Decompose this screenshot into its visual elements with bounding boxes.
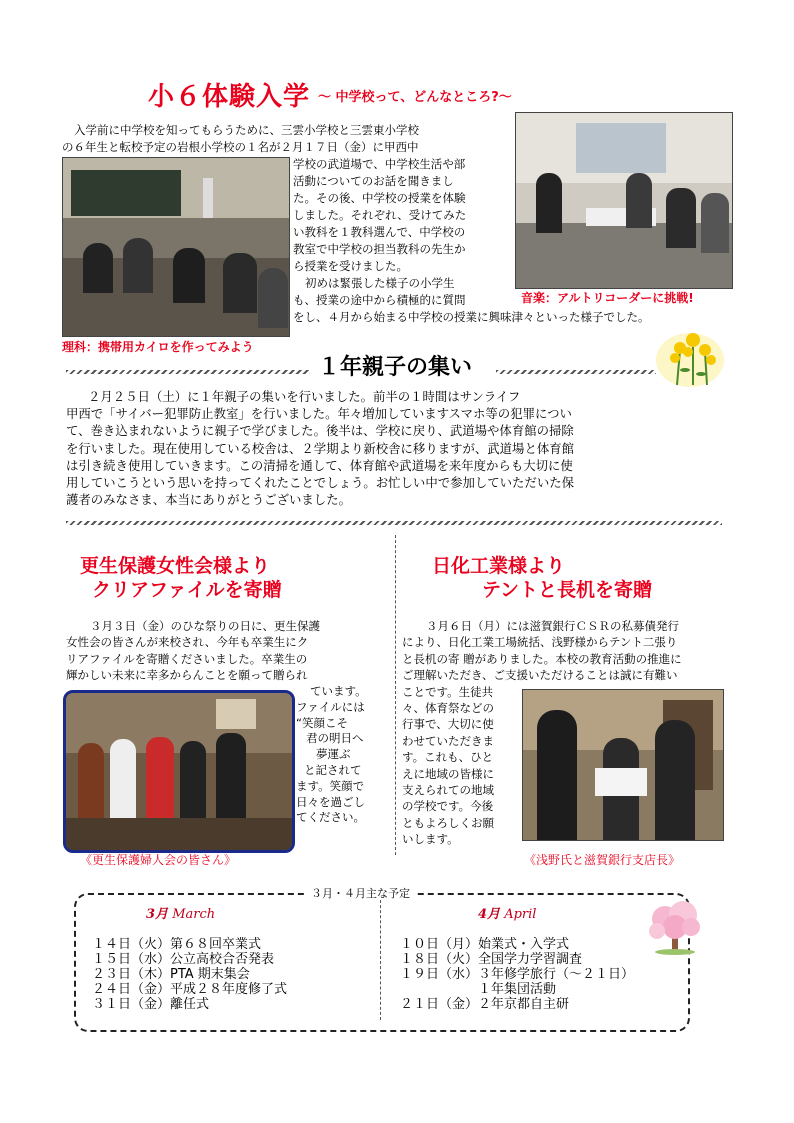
text-line: 甲西で「サイバー犯罪防止教室」を行いました。年々増加していますスマホ等の犯罪につい xyxy=(66,406,572,422)
womens-association-photo xyxy=(63,690,295,853)
april-schedule-list xyxy=(400,937,634,1012)
schedule-item: １５日（水）公立高校合否発表 xyxy=(92,952,275,967)
text-line: も、授業の途中から積極的に質問 xyxy=(293,293,466,307)
section2-text xyxy=(66,388,736,508)
text-line: は引き続き使用していきます。この清掃を通して、体育館や武道場を来年度からも大切に使 xyxy=(66,457,573,473)
section4-text xyxy=(402,618,732,700)
text-line: 教室で中学校の担当教科の先生か xyxy=(293,242,466,256)
text-line: リアファイルを寄贈くださいました。卒業生の xyxy=(66,651,308,666)
donation-caption: 《浅野氏と滋賀銀行支店長》 xyxy=(524,853,681,867)
text-line: 輝かしい未来に幸多からんことを願って贈られ xyxy=(66,668,308,683)
text-line: の学校です。今後 xyxy=(402,799,494,814)
text-line: により、日化工業工場統括、浅野様からテント二張り xyxy=(402,635,678,650)
text-line: す。これも、ひと xyxy=(402,750,494,765)
text-line: 日々を過ごし xyxy=(296,794,365,809)
text-line: 活動についてのお話を聞きまし xyxy=(293,174,454,188)
schedule-separator xyxy=(380,900,381,1020)
rapeseed-flower-icon xyxy=(655,330,725,388)
text-line: 夢運ぶ xyxy=(316,747,351,762)
text-line: 君の明日へ xyxy=(306,731,364,746)
text-line: の６年生と転校予定の岩根小学校の１名が２月１７日（金）に甲西中 xyxy=(62,140,419,154)
text-line: ともよろしくお願 xyxy=(402,815,494,830)
text-line: ます。笑顔で xyxy=(296,778,365,793)
section1-subtitle: ～ 中学校って、どんなところ?～ xyxy=(318,90,512,105)
text-line: 女性会の皆さんが来校され、今年も卒業生にク xyxy=(66,635,309,650)
donation-photo xyxy=(522,689,724,841)
section2-divider-right xyxy=(496,370,656,374)
section4-title-line1: 日化工業様より xyxy=(432,555,566,577)
schedule-item: １４日（火）第６８回卒業式 xyxy=(92,937,262,952)
music-class-photo xyxy=(515,112,733,289)
text-line: て、巻き込まれないように親子で学びました。後半は、学校に戻り、武道場や体育館の掃除 xyxy=(66,423,574,439)
schedule-heading: ３月・４月主な予定 xyxy=(305,885,416,901)
science-caption: 理科：携帯用カイロを作ってみよう xyxy=(62,340,254,354)
text-line: ３月６日（月）には滋賀銀行ＣＳＲの私募債発行 xyxy=(426,619,679,633)
schedule-item: ２４日（金）平成２８年度修了式 xyxy=(92,982,288,997)
march-label: 3月 xyxy=(146,907,169,922)
cherry-blossom-icon xyxy=(645,895,705,955)
section3-title-line2: クリアファイルを寄贈 xyxy=(92,579,282,601)
section1-title: 小６体験入学 xyxy=(148,82,311,112)
text-line: てください。 xyxy=(296,810,365,825)
womens-association-caption: 《更生保護婦人会の皆さん》 xyxy=(80,853,237,867)
schedule-item: ２１日（金）２年京都自主研 xyxy=(400,997,570,1012)
text-line: しました。それぞれ、受けてみた xyxy=(293,208,467,222)
text-line: えに地域の皆様に xyxy=(402,766,494,781)
text-line: 行事で、大切に使 xyxy=(402,717,494,732)
text-line: 入学前に中学校を知ってもらうために、三雲小学校と三雲東小学校 xyxy=(74,123,419,137)
text-line: いします。 xyxy=(402,832,459,847)
march-heading xyxy=(146,903,215,922)
april-en-label: April xyxy=(504,907,537,922)
section2-title: １年親子の集い xyxy=(318,355,473,380)
section1-text-last: をし、４月から始まる中学校の授業に興味津々といった様子でした。 xyxy=(293,310,650,324)
april-label: 4月 xyxy=(478,907,501,922)
section1-text-col xyxy=(293,156,515,309)
section3-text xyxy=(66,618,386,684)
text-line: ことです。生徒共 xyxy=(402,684,494,699)
april-heading xyxy=(478,903,536,922)
section-divider xyxy=(66,521,722,525)
section3-title-line1: 更生保護女性会様より xyxy=(80,555,271,577)
text-line: を行いました。現在使用している校舎は、２学期より新校舎に移りますが、武道場と体育館 xyxy=(66,440,575,456)
text-line: た。その後、中学校の授業を体験 xyxy=(293,191,466,205)
text-line: い教科を１教科選んで、中学校の xyxy=(293,225,466,239)
march-en-label: March xyxy=(172,907,216,922)
section2-divider-left xyxy=(66,370,310,374)
text-line: と記されて xyxy=(304,762,362,777)
text-line: ら授業を受けました。 xyxy=(293,259,408,273)
text-line: ています。 xyxy=(310,684,367,698)
section1-text xyxy=(62,122,512,156)
text-line: ファイルには xyxy=(296,699,365,714)
march-schedule-list xyxy=(92,937,287,1012)
schedule-item: １０日（月）始業式・入学式 xyxy=(400,937,570,952)
science-class-photo xyxy=(62,157,290,337)
schedule-item: １９日（水）３年修学旅行（～２１日） xyxy=(400,967,635,982)
schedule-item: ２３日（木）PTA 期末集会 xyxy=(92,967,250,982)
schedule-item: １８日（火）全国学力学習調査 xyxy=(400,952,583,967)
text-line: と長机の寄 贈がありました。本校の教育活動の推進に xyxy=(402,651,682,666)
text-line: 学校の武道場で、中学校生活や部 xyxy=(293,157,466,171)
schedule-item: ３１日（金）離任式 xyxy=(92,997,210,1012)
text-line: 用していこうという思いを持ってくれたことでしょう。お忙しい中で参加していただいた保 xyxy=(66,475,575,491)
text-line: 護者のみなさま、本当にありがとうございました。 xyxy=(66,492,351,508)
section4-title-line2: テントと長机を寄贈 xyxy=(482,579,653,601)
music-caption: 音楽：アルトリコーダーに挑戦! xyxy=(521,291,694,305)
section4-side-text xyxy=(402,700,520,848)
text-line: 支えられての地域 xyxy=(402,783,494,798)
text-line: ご理解いただき、ご支援いただけることは誠に有難い xyxy=(402,668,678,683)
schedule-item: １年集団活動 xyxy=(400,982,557,997)
text-line: 初めは緊張した様子の小学生 xyxy=(305,276,455,290)
column-separator xyxy=(395,535,396,855)
text-line: 々、体育祭などの xyxy=(402,701,494,715)
text-line: ２月２５日（土）に１年親子の集いを行いました。前半の１時間はサンライフ xyxy=(88,389,521,404)
text-line: ３月３日（金）のひな祭りの日に、更生保護 xyxy=(90,619,320,633)
section3-side-text xyxy=(296,684,391,826)
text-line: “笑顔こそ xyxy=(296,715,348,730)
text-line: わせていただきま xyxy=(402,733,494,748)
